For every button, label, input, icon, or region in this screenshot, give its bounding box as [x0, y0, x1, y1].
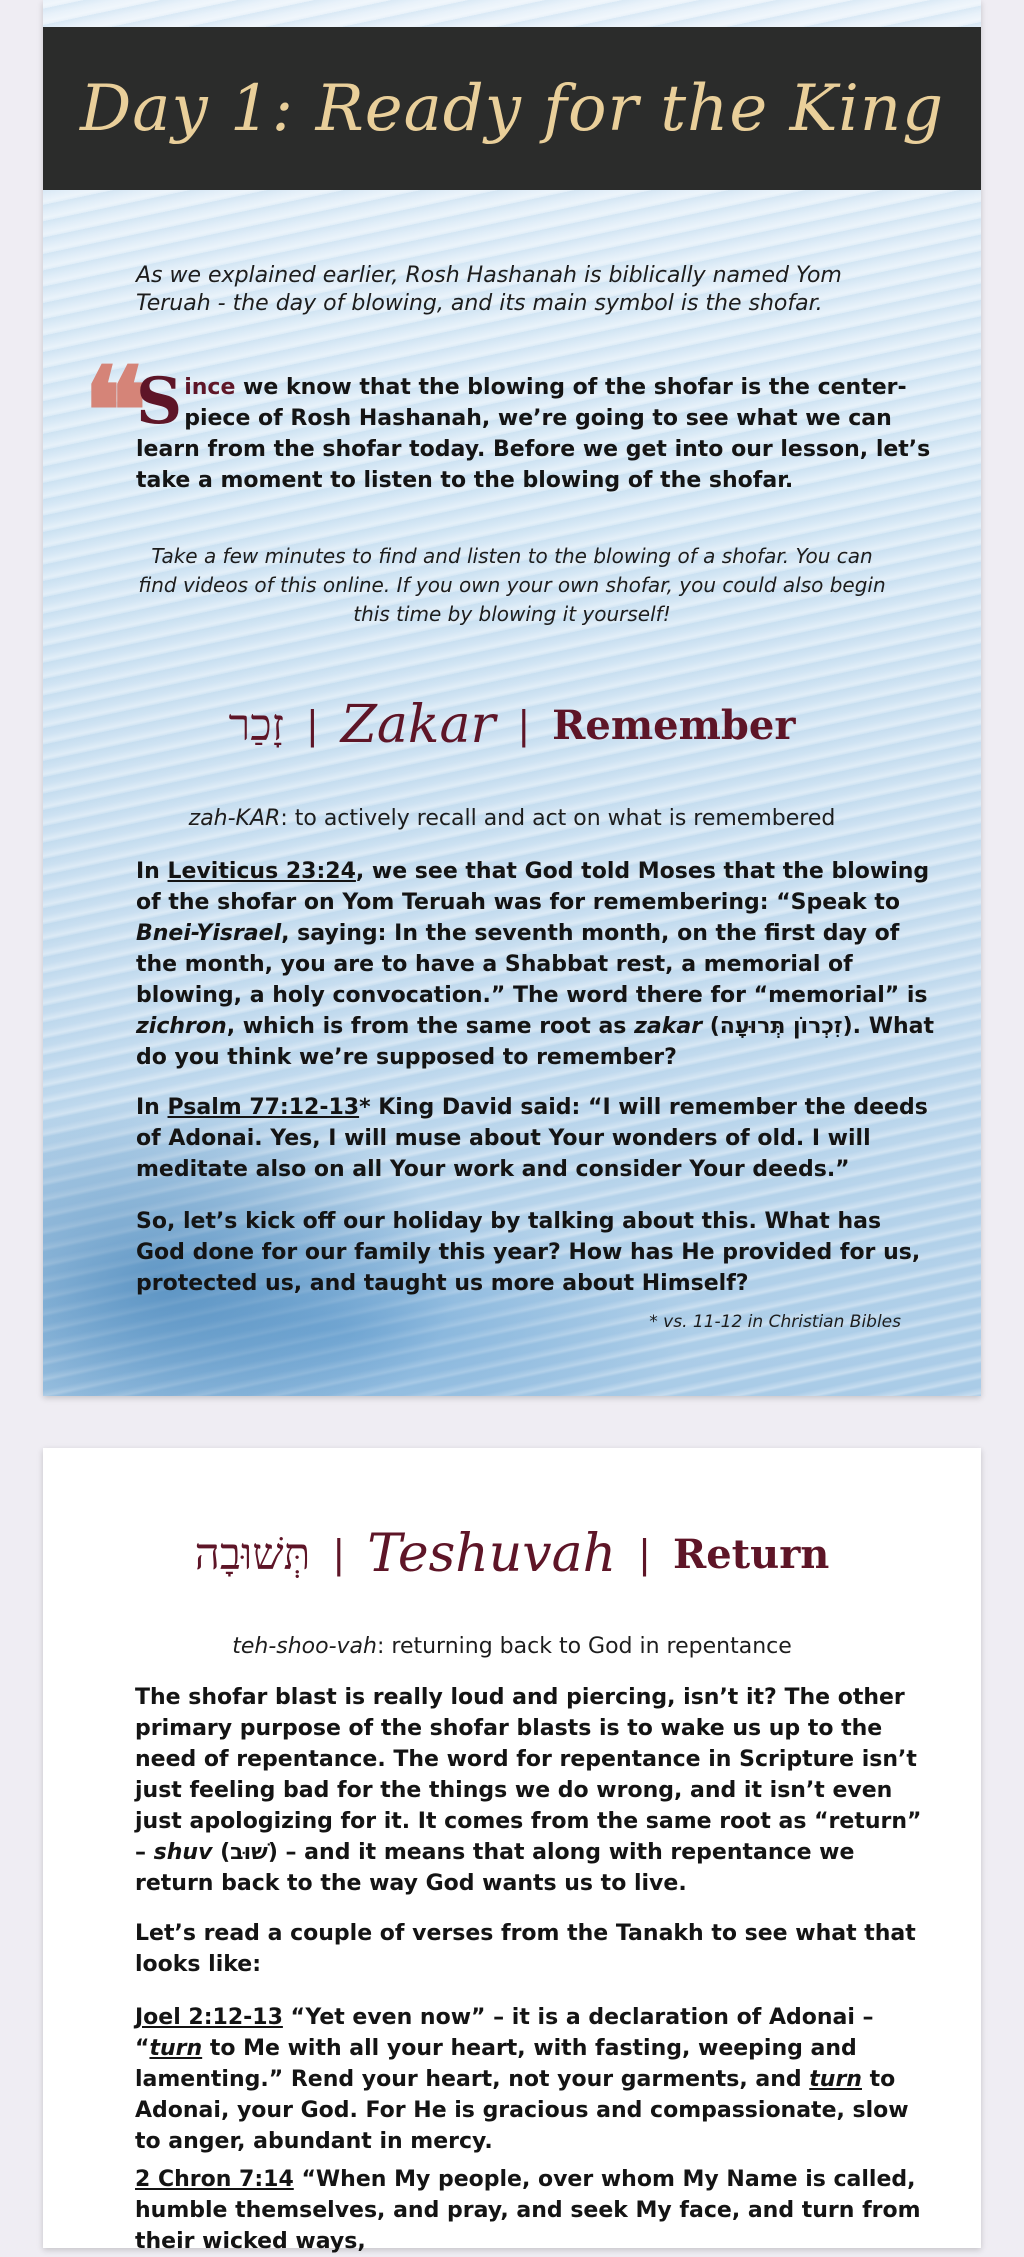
- joel-text-1: “Yet even now” – it is a declaration of Adonai – “: [135, 2005, 874, 2061]
- page-day-1: [43, 0, 981, 1396]
- chronicles-paragraph: [135, 2164, 935, 2257]
- psalm-text: * King David said: “I will remember the deeds of Adonai. Yes, I will muse about Your wonders of old. I will meditate also on all Your work and consider Your deeds.”: [136, 1095, 928, 1182]
- teshuvah-pronunciation: teh-shoo-vah: [232, 1634, 377, 1659]
- teshuvah-definition: [43, 1632, 981, 1662]
- joel-link[interactable]: Joel 2:12-13: [135, 2005, 283, 2030]
- drop-cap: S: [136, 364, 183, 439]
- repentance-text-2: (שׁוּב) – and it means that along with repentance we return back to the way God wants us to live.: [135, 1840, 855, 1896]
- zakar-hebrew: זָכַר: [228, 699, 284, 751]
- kickoff-paragraph: So, let’s kick off our holiday by talking about this. What has God done for our family this year? How has He provided for us, protected us, and taught us more about Himself?: [136, 1209, 921, 1296]
- lev-bnei: Bnei-Yisrael: [136, 921, 282, 946]
- repentance-text-1: The shofar blast is really loud and piercing, isn’t it? The other primary purpose of the shofar blasts is to wake us up to the need of repentance. The word for repentance in Scripture isn’t just feeling bad for the things we do wrong, and it isn’t even just apologizing for it. It comes from the same root as “return” –: [135, 1685, 922, 1865]
- repentance-paragraph: [135, 1682, 935, 1899]
- zakar-english: Remember: [552, 701, 796, 749]
- zakar-definition-text: : to actively recall and act on what is remembered: [280, 806, 836, 831]
- leviticus-paragraph: [136, 856, 936, 1073]
- joel-paragraph: [135, 2002, 935, 2157]
- lev-pre: In: [136, 859, 168, 884]
- lev-zakar: zakar: [634, 1014, 703, 1039]
- chronicles-text: “When My people, over whom My Name is called, humble themselves, and pray, and seek My face, and turn from their wicked ways,: [135, 2167, 921, 2254]
- repentance-shuv: shuv: [153, 1840, 213, 1865]
- joel-text-2: to Me with all your heart, with fasting, weeping and lamenting.” Rend your heart, not your garments, and: [135, 2036, 857, 2092]
- heading-separator: |: [517, 703, 531, 747]
- footnote: * vs. 11-12 in Christian Bibles: [649, 1312, 901, 1332]
- quote-mark-icon: ❝: [83, 341, 148, 482]
- teshuvah-definition-text: : returning back to God in repentance: [376, 1634, 792, 1659]
- lev-text-4: (זִכְרוֹן תְּרוּעָה). What do you think we’re supposed to remember?: [136, 1014, 934, 1070]
- zakar-pronunciation: zah-KAR: [188, 806, 281, 831]
- heading-separator: |: [332, 1532, 346, 1576]
- drop-cap-lead: ince: [184, 375, 236, 400]
- chronicles-link[interactable]: 2 Chron 7:14: [135, 2167, 294, 2192]
- shofar-paragraph: [136, 364, 936, 496]
- zakar-script: Zakar: [340, 695, 496, 755]
- title-banner: [43, 27, 981, 190]
- page-title: Day 1: Ready for the King: [79, 71, 945, 146]
- psalm-pre: In: [136, 1095, 168, 1120]
- intro-paragraph: As we explained earlier, Rosh Hashanah is biblically named Yom Teruah - the day of blowing, and its main symbol is the shofar.: [136, 263, 842, 316]
- shofar-paragraph-text: we know that the blowing of the shofar is the center-piece of Rosh Hashanah, we’re going to see what we can learn from the shofar today. Before we get into our lesson, let’s take a moment to listen to the blowing of the shofar.: [136, 375, 931, 493]
- teshuvah-english: Return: [672, 1530, 830, 1578]
- heading-separator: |: [638, 1532, 651, 1576]
- joel-turn-1: turn: [149, 2036, 203, 2061]
- zakar-definition: [43, 804, 981, 834]
- teshuvah-script: Teshuvah: [367, 1524, 617, 1584]
- instruction-text: Take a few minutes to find and listen to the blowing of a shofar. You can find videos of this online. If you own your own shofar, you could also begin this time by blowing it yourself!: [138, 544, 886, 626]
- zakar-heading: [43, 695, 981, 755]
- page-teshuvah: [43, 1448, 981, 2254]
- lev-text-3: , which is from the same root as: [226, 1014, 635, 1039]
- lev-text-2: , saying: In the seventh month, on the first day of the month, you are to have a Shabbat rest, a memorial of blowing, a holy convocation.” The word there for “memorial” is: [136, 921, 928, 1008]
- heading-separator: |: [305, 703, 319, 747]
- teshuvah-hebrew: תְּשׁוּבָה: [194, 1528, 311, 1580]
- joel-text-3: to Adonai, your God. For He is gracious and compassionate, slow to anger, abundant in mercy.: [135, 2067, 909, 2154]
- teshuvah-heading: [43, 1524, 981, 1584]
- psalm-paragraph: [136, 1092, 936, 1185]
- tanakh-intro-paragraph: Let’s read a couple of verses from the Tanakh to see what that looks like:: [135, 1921, 916, 1977]
- psalm-link[interactable]: Psalm 77:12-13: [167, 1095, 360, 1120]
- lev-zichron: zichron: [136, 1014, 227, 1039]
- leviticus-link[interactable]: Leviticus 23:24: [167, 859, 356, 884]
- lev-text-1: , we see that God told Moses that the blowing of the shofar on Yom Teruah was for remembering: “Speak to: [136, 859, 930, 915]
- joel-turn-2: turn: [809, 2067, 862, 2092]
